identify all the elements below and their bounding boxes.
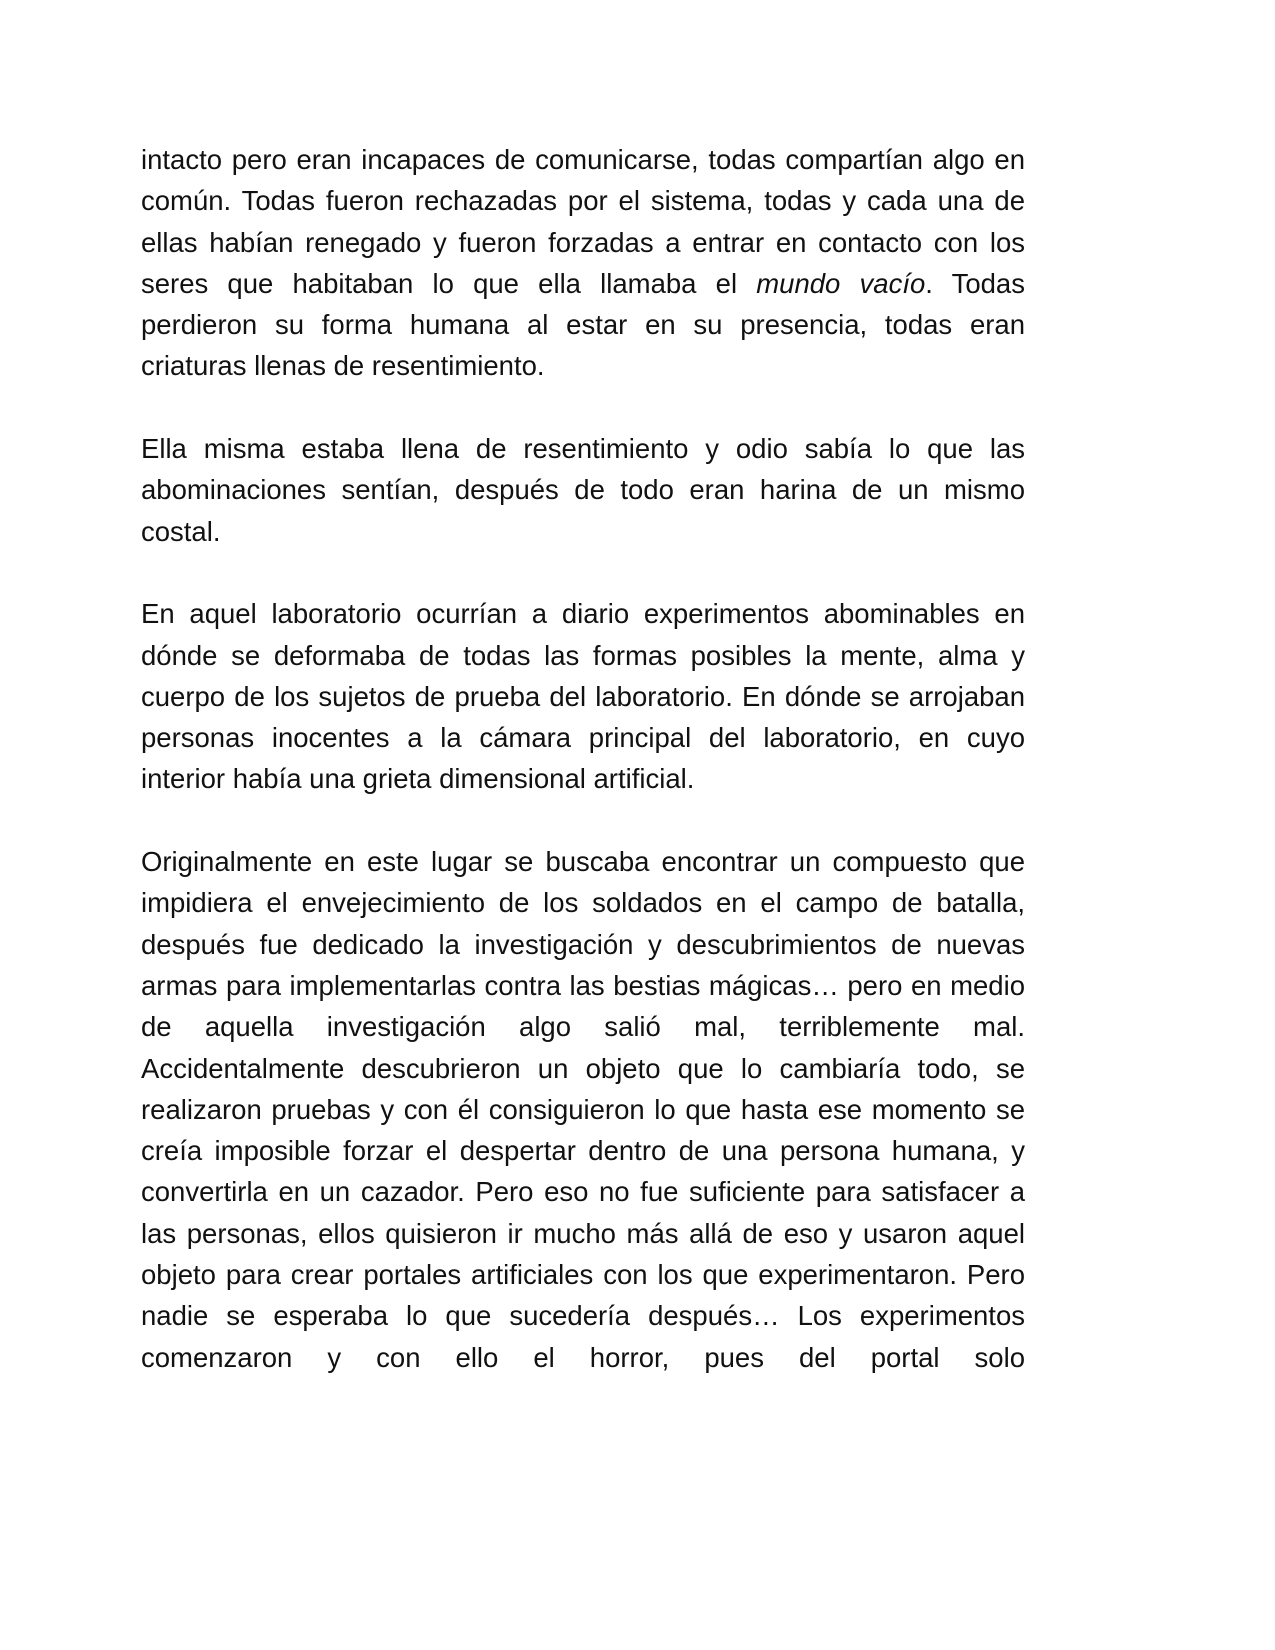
paragraph-2: Ella misma estaba llena de resentimiento y odio sabía lo que las abominaciones sentían, después de todo eran harina de un mismo costal. [141, 433, 1025, 547]
paragraph-1 [141, 139, 1025, 387]
paragraph-1-text-end: . Todas perdieron su forma humana al estar en su presencia, todas eran criaturas llenas de resentimiento. [141, 267, 1025, 382]
paragraph-1-emphasis: mundo vacío [756, 267, 926, 299]
paragraph-4: Originalmente en este lugar se buscaba encontrar un compuesto que impidiera el envejecimiento de los soldados en el campo de batalla, después fue dedicado la investigación y descubrimientos de nuevas armas para implementarlas contra las bestias mágicas… pero en medio de aquella investigación algo salió mal, terriblemente mal. Accidentalmente descubrieron un objeto que lo cambiaría todo, se realizaron pruebas y con él consiguieron lo que hasta ese momento se creía imposible forzar el despertar dentro de una persona humana, y convertirla en un cazador. Pero eso no fue suficiente para satisfacer a las personas, ellos quisieron ir mucho más allá de eso y usaron aquel objeto para crear portales artificiales con los que experimentaron. Pero nadie se esperaba lo que sucedería después… Los experimentos comenzaron y con ello el horror, pues del portal solo [141, 846, 1025, 1373]
paragraph-1-text-start: intacto pero eran incapaces de comunicarse, todas compartían algo en común. Todas fueron rechazadas por el sistema, todas y cada una de ellas habían renegado y fueron forzadas a entrar en contacto con los seres que habitaban lo que ella llamaba el [141, 144, 1025, 299]
document-page [141, 139, 1025, 1378]
paragraph-3: En aquel laboratorio ocurrían a diario experimentos abominables en dónde se deformaba de todas las formas posibles la mente, alma y cuerpo de los sujetos de prueba del laboratorio. En dónde se arrojaban personas inocentes a la cámara principal del laboratorio, en cuyo interior había una grieta dimensional artificial. [141, 598, 1025, 795]
